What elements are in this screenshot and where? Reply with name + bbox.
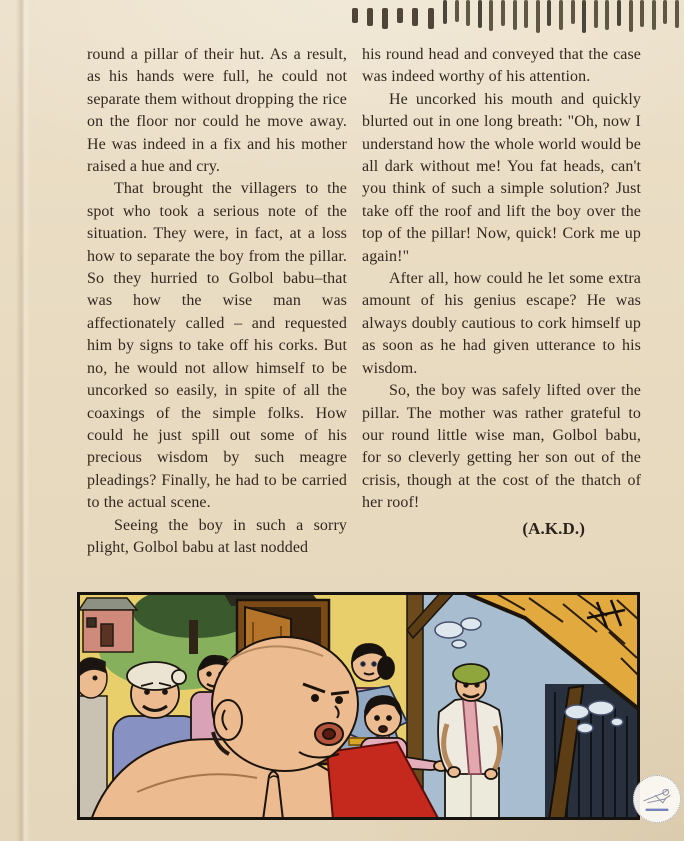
right-column <box>362 44 641 540</box>
story-paragraph: round a pillar of their hut. As a result, as his hands were full, he could not separate them without dropping the rice on the floor nor could he move away. He was indeed in a fix and his mother raised a hue and cry. <box>87 46 347 176</box>
story-paragraph: his round head and conveyed that the case was indeed worthy of his attention. <box>362 46 641 86</box>
author-initials: (A.K.D.) <box>522 518 585 538</box>
story-paragraph: So, the boy was safely lifted over the pillar. The mother was rather grateful to our round little wise man, Golbol babu, for so cleverly getting her son out of the crisis, though at the cost of the thatch of her roof! <box>362 382 641 512</box>
story-paragraph: He uncorked his mouth and quickly blurted out in one long breath: "Oh, now I understand how the whole world would be all dark without me! You fat heads, can't you think of such a simple solution? Just take off the roof and lift the boy over the top of the pillar! Now, quick! Cork me up again!" <box>362 90 641 265</box>
background-hut <box>79 598 137 652</box>
watermark-text-line <box>646 809 669 811</box>
watermark-sketch <box>644 789 671 802</box>
left-column <box>87 44 347 559</box>
page-fold-crease <box>16 0 30 841</box>
watermark-stamp <box>633 775 681 823</box>
story-paragraph: After all, how could he let some extra amount of his genius escape? He was always doubly cautious to cork himself up as soon as he had given utterance to his wisdom. <box>362 270 641 377</box>
story-illustration <box>77 592 640 820</box>
story-paragraph: That brought the villagers to the spot who took a serious note of the situation. They were, in fact, at a loss how to separate the boy from the pillar. So they hurried to Golbol babu–that was how the wise man was affectionately called – and requested him by signs to take off his corks. But no, he would not allow himself to be uncorked so easily, in spite of all the coaxings of the simple folks. How could he just spill out some of his precious wisdom by such meagre pleadings? Finally, he had to be carried to the actual scene. <box>87 180 347 512</box>
story-paragraph: Seeing the boy in such a sorry plight, Golbol babu at last nodded <box>87 516 347 556</box>
binding-marks <box>0 0 684 42</box>
tree-trunk <box>189 620 198 654</box>
